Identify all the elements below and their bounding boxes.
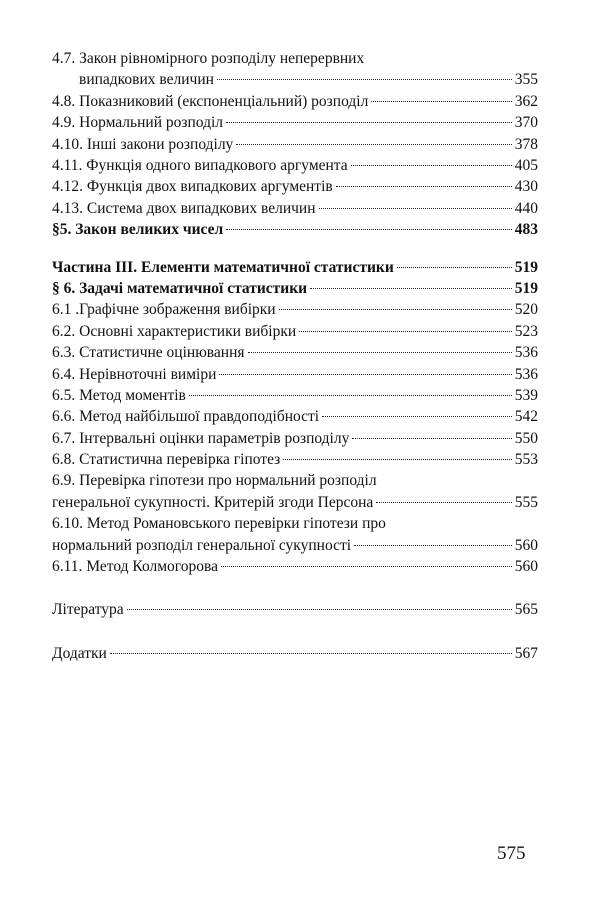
toc-entry-6-9 xyxy=(0,470,538,513)
toc-page-number: 536 xyxy=(514,344,538,362)
dot-leader xyxy=(279,309,512,310)
toc-page-number: 539 xyxy=(514,386,538,404)
toc-page-number: 523 xyxy=(514,322,538,340)
toc-entry-6-4 xyxy=(0,364,538,385)
toc-entry-title: 6.2. Основні характеристики вибірки xyxy=(52,322,297,340)
toc-entry-appendix xyxy=(0,643,538,664)
dot-leader xyxy=(189,395,512,396)
toc-entry-6-8 xyxy=(0,449,538,470)
toc-entry-4-9 xyxy=(0,112,538,133)
toc-entry-title: 4.8. Показниковий (експоненціальний) розподіл xyxy=(52,92,369,110)
toc-page-number: 550 xyxy=(514,429,538,447)
dot-leader xyxy=(322,416,512,417)
toc-page-number: 483 xyxy=(514,221,538,239)
toc-page-number: 440 xyxy=(514,199,538,217)
toc-entry-title: 6.10. Метод Романовського перевірки гіпотези про xyxy=(52,515,386,533)
dot-leader xyxy=(336,186,512,187)
toc-entry-title: 6.11. Метод Колмогорова xyxy=(52,558,219,576)
toc-entry-title: 4.11. Функція одного випадкового аргумента xyxy=(52,156,348,174)
toc-entry-title: 4.13. Система двох випадкових величин xyxy=(52,199,316,217)
toc-page-number: 567 xyxy=(514,644,538,662)
toc-page-number: 555 xyxy=(514,493,538,511)
toc-entry-4-10 xyxy=(0,134,538,155)
dot-leader xyxy=(127,609,512,610)
toc-page-number: 542 xyxy=(514,408,538,426)
dot-leader xyxy=(219,374,511,375)
toc-entry-section-6 xyxy=(0,278,538,299)
toc-entry-4-7 xyxy=(0,48,538,91)
toc-page-number: 553 xyxy=(514,451,538,469)
toc-entry-4-11 xyxy=(0,155,538,176)
toc-entry-title: 6.5. Метод моментів xyxy=(52,386,186,404)
spacer xyxy=(0,577,600,599)
dot-leader xyxy=(236,144,511,145)
toc-entry-title: 4.9. Нормальний розподіл xyxy=(52,114,224,132)
toc-page-number: 565 xyxy=(514,601,538,619)
toc-entry-4-8 xyxy=(0,91,538,112)
toc-entry-title-continued: випадкових величин xyxy=(79,71,214,89)
toc-entry-title: 4.10. Інші закони розподілу xyxy=(52,135,234,153)
toc-entry-title: 6.7. Інтервальні оцінки параметрів розподілу xyxy=(52,429,350,447)
dot-leader xyxy=(397,267,512,268)
toc-entry-section-5 xyxy=(0,219,538,240)
toc-entry-title: 4.12. Функція двох випадкових аргументів xyxy=(52,178,333,196)
toc-page-number: 405 xyxy=(514,156,538,174)
toc-page-number: 355 xyxy=(514,71,538,89)
toc-entry-6-6 xyxy=(0,406,538,427)
toc-entry-part-3 xyxy=(0,257,538,278)
dot-leader xyxy=(310,288,512,289)
dot-leader xyxy=(110,653,512,654)
toc-entry-4-13 xyxy=(0,198,538,219)
toc-page-number: 536 xyxy=(514,365,538,383)
spacer xyxy=(0,621,600,643)
toc-page-number: 362 xyxy=(514,92,538,110)
toc-entry-literature xyxy=(0,599,538,620)
toc-entry-title: 6.4. Нерівноточні виміри xyxy=(52,365,217,383)
toc-entry-6-5 xyxy=(0,385,538,406)
toc-entry-title: 6.8. Статистична перевірка гіпотез xyxy=(52,451,281,469)
toc-entry-6-10 xyxy=(0,513,538,556)
dot-leader xyxy=(351,165,512,166)
toc-entry-title: 6.1 .Графічне зображення вибірки xyxy=(52,301,276,319)
dot-leader xyxy=(376,502,511,503)
toc-page-number: 560 xyxy=(514,558,538,576)
dot-leader xyxy=(221,566,512,567)
dot-leader xyxy=(354,545,512,546)
dot-leader xyxy=(319,208,512,209)
toc-page-number: 519 xyxy=(514,258,538,276)
toc-entry-title: § 6. Задачі математичної статистики xyxy=(52,279,308,297)
toc-entry-title: 6.3. Статистичне оцінювання xyxy=(52,344,245,362)
dot-leader xyxy=(352,438,511,439)
toc-entry-4-12 xyxy=(0,176,538,197)
toc-entry-title: §5. Закон великих чисел xyxy=(52,221,224,239)
dot-leader xyxy=(299,331,512,332)
toc-page-number: 519 xyxy=(514,279,538,297)
toc-entry-title: 6.9. Перевірка гіпотези про нормальний розподіл xyxy=(52,472,377,490)
toc-entry-title: Частина ІІІ. Елементи математичної статистики xyxy=(52,258,394,276)
toc-entry-6-7 xyxy=(0,428,538,449)
toc-entry-title: 6.6. Метод найбільшої правдоподібності xyxy=(52,408,320,426)
toc-page-number: 430 xyxy=(514,178,538,196)
toc-entry-6-1 xyxy=(0,299,538,320)
dot-leader xyxy=(226,122,512,123)
page-number: 575 xyxy=(497,843,526,864)
toc-entry-6-3 xyxy=(0,342,538,363)
toc-entry-title: 4.7. Закон рівномірного розподілу неперервних xyxy=(52,50,365,67)
toc-entry-title: Література xyxy=(52,601,124,619)
table-of-contents xyxy=(0,48,600,664)
toc-entry-6-2 xyxy=(0,321,538,342)
dot-leader xyxy=(226,229,512,230)
toc-page-number: 378 xyxy=(514,135,538,153)
toc-page-number: 560 xyxy=(514,536,538,554)
toc-entry-title: Додатки xyxy=(52,644,107,662)
toc-entry-6-11 xyxy=(0,556,538,577)
spacer xyxy=(0,241,600,257)
toc-page-number: 370 xyxy=(514,114,538,132)
toc-entry-title-continued: нормальний розподіл генеральної сукупності xyxy=(52,536,352,554)
toc-entry-title-continued: генеральної сукупності. Критерій згоди Персона xyxy=(52,493,374,511)
dot-leader xyxy=(217,79,512,80)
dot-leader xyxy=(248,352,512,353)
dot-leader xyxy=(283,459,511,460)
dot-leader xyxy=(371,101,511,102)
toc-page-number: 520 xyxy=(514,301,538,319)
